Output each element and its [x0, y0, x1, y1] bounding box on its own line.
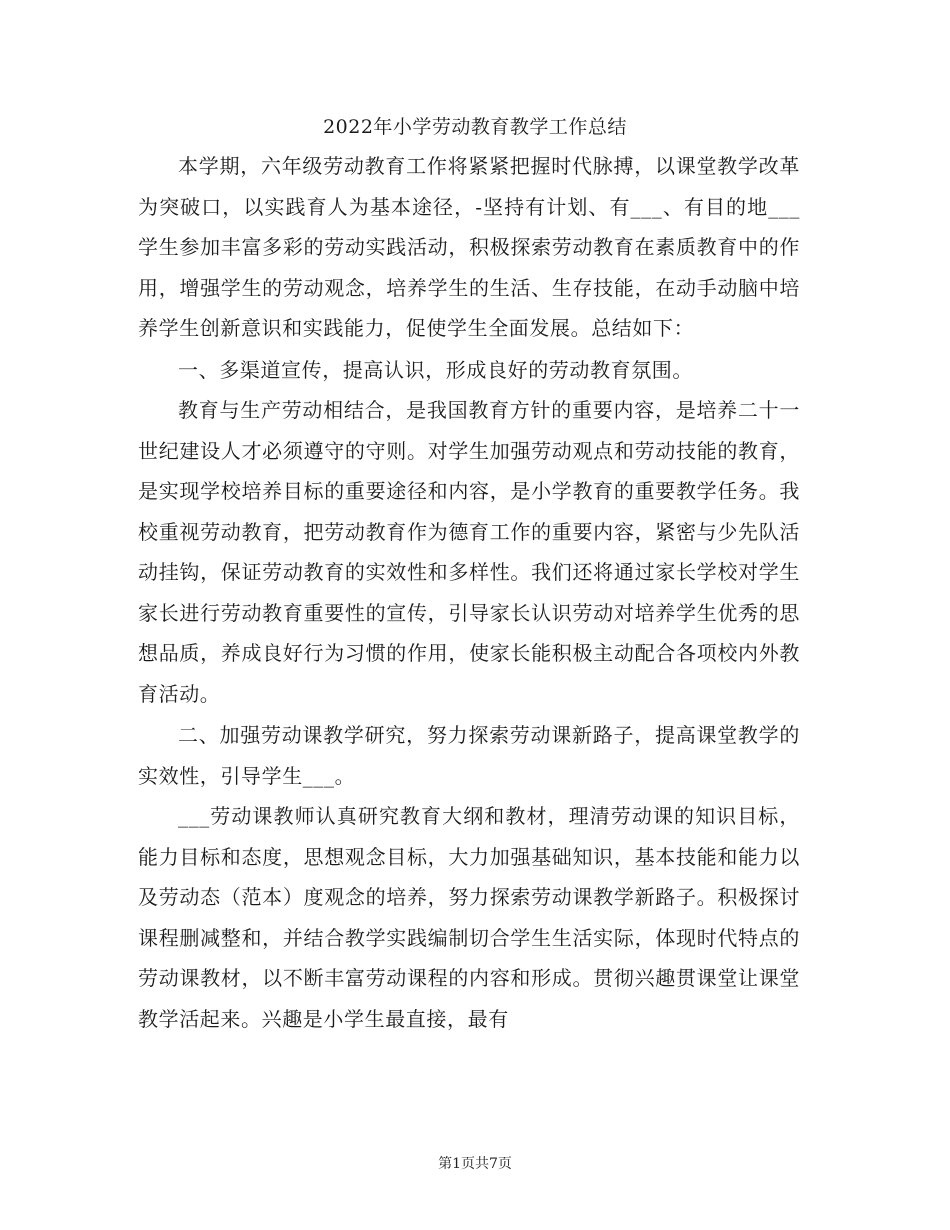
section-1-paragraph: 教育与生产劳动相结合，是我国教育方针的重要内容，是培养二十一世纪建设人才必须遵守的守则。对学生加强劳动观点和劳动技能的教育，是实现学校培养目标的重要途径和内容，是小学教育的重要教学任务。我校重视劳动教育，把劳动教育作为德育工作的重要内容，紧密与少先队活动挂钩，保证劳动教育的实效性和多样性。我们还将通过家长学校对学生家长进行劳动教育重要性的宣传，引导家长认识劳动对培养学生优秀的思想品质，养成良好行为习惯的作用，使家长能积极主动配合各项校内外教育活动。: [138, 398, 800, 706]
document-body: [138, 146, 800, 1039]
document-title: 2022年小学劳动教育教学工作总结: [323, 116, 627, 138]
page-number: 第1页共7页: [438, 1156, 512, 1172]
section-heading-2: 二、加强劳动课教学研究，努力探索劳动课新路子，提高课堂教学的实效性，引导学生___。: [138, 723, 800, 788]
section-heading-1: 一、多渠道宣传，提高认识，形成良好的劳动教育氛围。: [178, 357, 693, 382]
section-2-paragraph: ___劳动课教师认真研究教育大纲和教材，理清劳动课的知识目标，能力目标和态度，思想观念目标，大力加强基础知识，基本技能和能力以及劳动态（范本）度观念的培养，努力探索劳动课教学新路子。积极探讨课程删减整和，并结合教学实践编制切合学生生活实际，体现时代特点的劳动课教材，以不断丰富劳动课程的内容和形成。贯彻兴趣贯课堂让课堂教学活起来。兴趣是小学生最直接，最有: [138, 804, 800, 1031]
intro-paragraph: 本学期，六年级劳动教育工作将紧紧把握时代脉搏，以课堂教学改革为突破口，以实践育人为基本途径，-坚持有计划、有___、有目的地___学生参加丰富多彩的劳动实践活动，积极探索劳动教育在素质教育中的作用，增强学生的劳动观念，培养学生的生活、生存技能，在动手动脑中培养学生创新意识和实践能力，促使学生全面发展。总结如下：: [138, 154, 800, 340]
